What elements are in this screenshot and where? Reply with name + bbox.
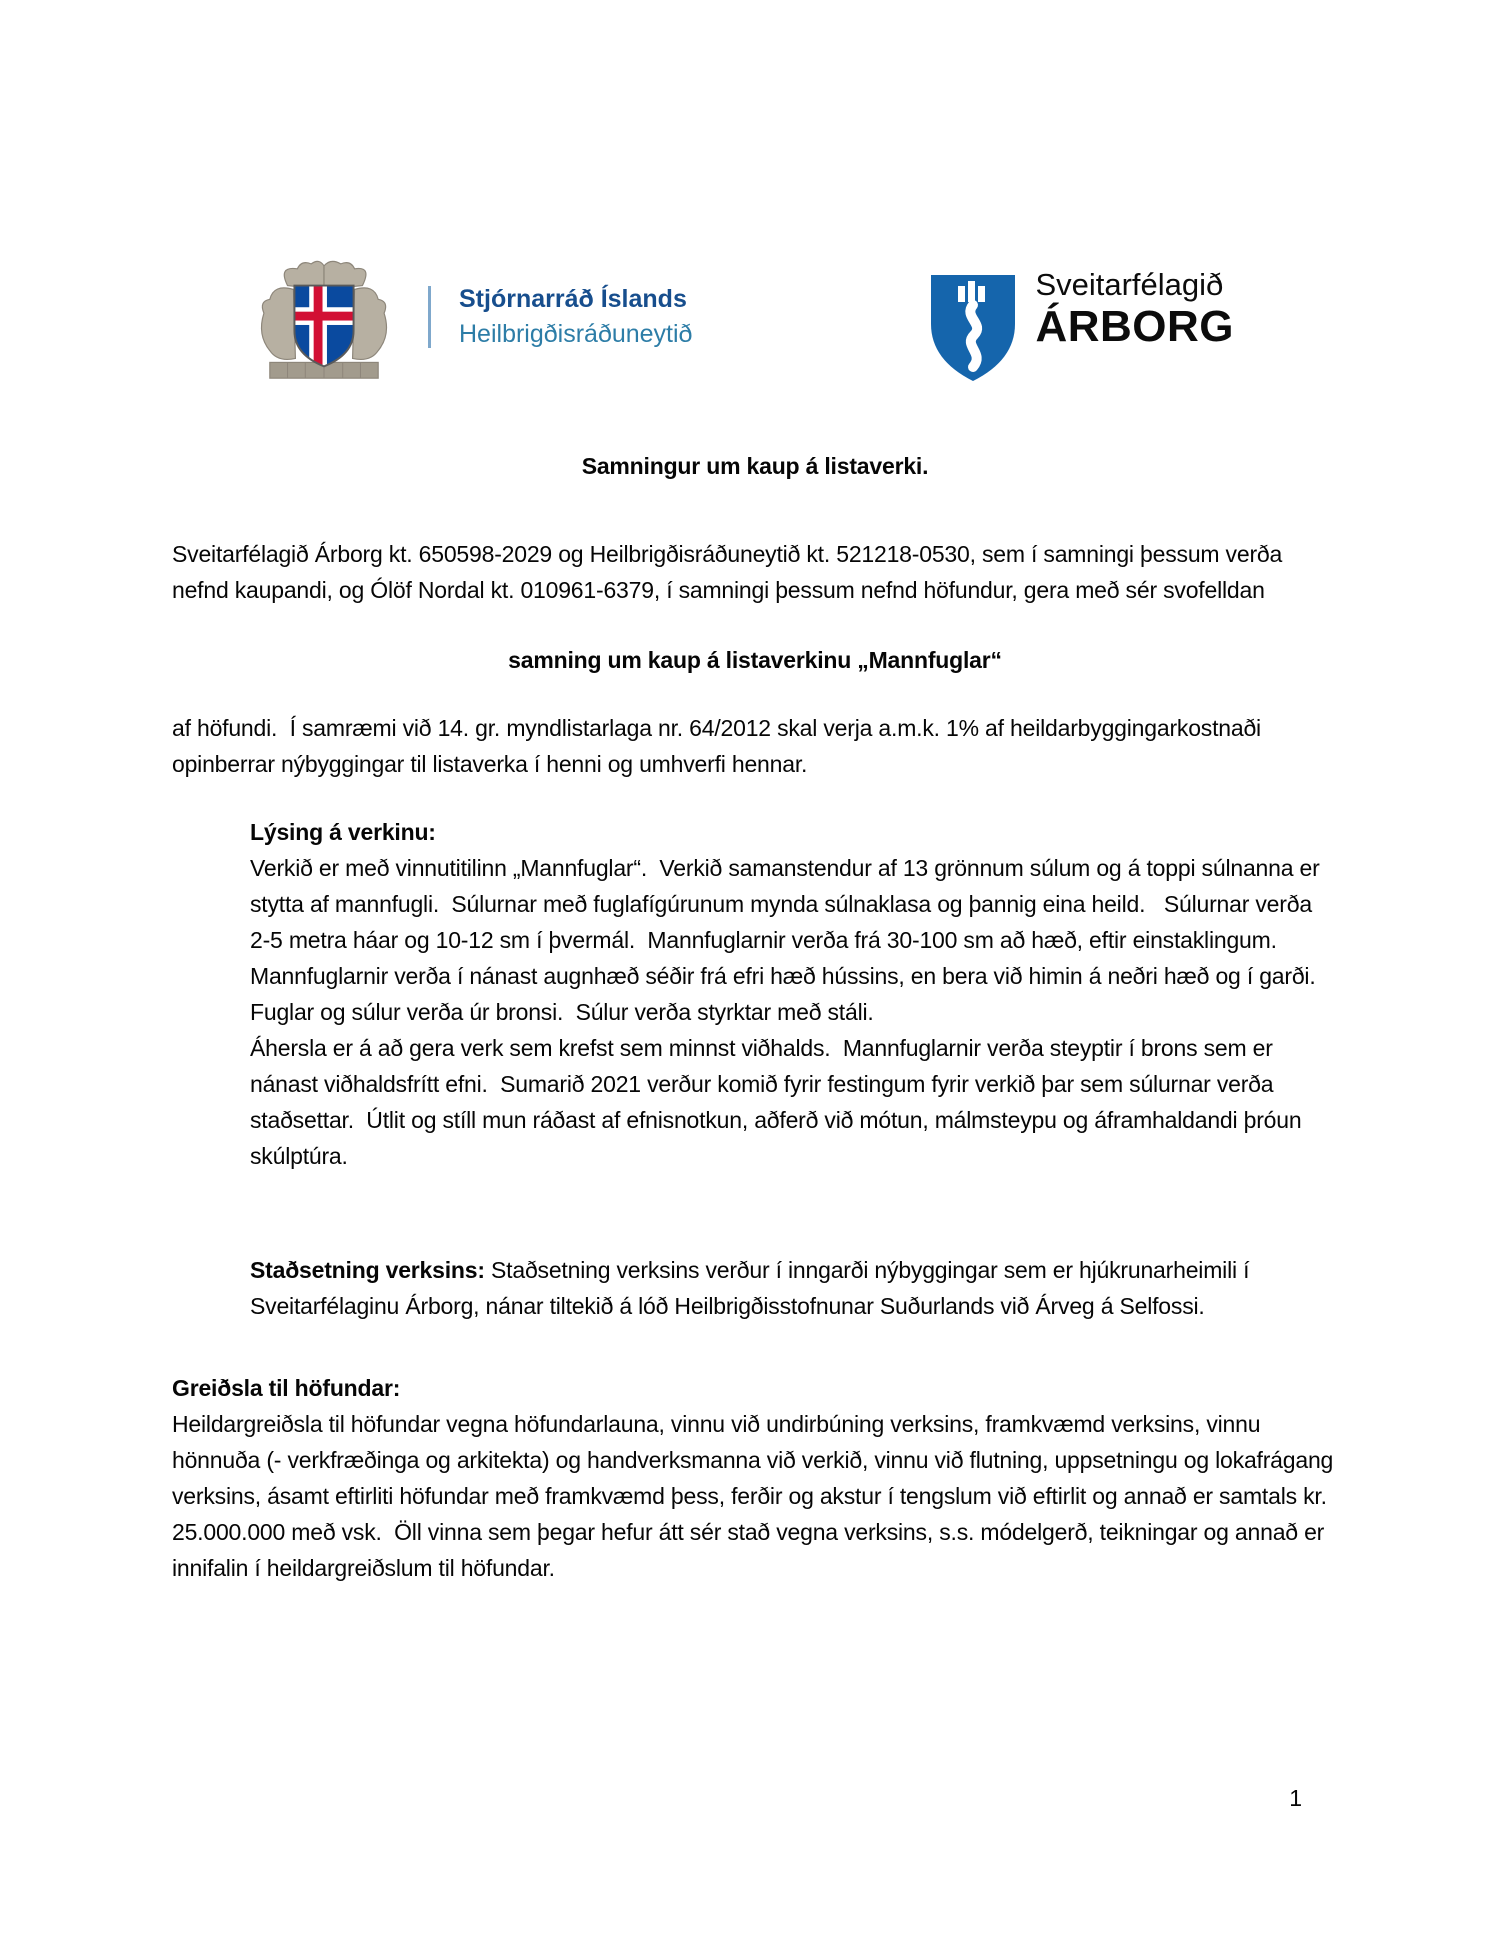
arborg-name-line1: Sveitarfélagið — [1035, 267, 1224, 302]
document-title: Samningur um kaup á listaverki. — [581, 453, 929, 479]
description-paragraph-2: Fuglar og súlur verða úr bronsi. Súlur verða styrktar með stáli. — [250, 999, 874, 1025]
location-section — [250, 1252, 1338, 1324]
description-heading: Lýsing á verkinu: — [250, 819, 436, 845]
description-paragraph-3: Áhersla er á að gera verk sem krefst sem minnst viðhalds. Mannfuglarnir verða steyptir í brons sem er nánast viðhaldsfrítt efni. Sumarið 2021 verður komið fyrir festingum fyrir verkið þar sem súlurnar verða staðsettar. Útlit og stíll mun ráðast af efnisnotkun, aðferð við mótun, málmsteypu og áframhaldandi þróun skúlptúra. — [250, 1035, 1308, 1169]
intro-paragraph: Sveitarfélagið Árborg kt. 650598-2029 og Heilbrigðisráðuneytið kt. 521218-0530, sem í samningi þessum verða nefnd kaupandi, og Ólöf Nordal kt. 010961-6379, í samningi þessum nefnd höfundur, gera með sér svofelldan — [172, 541, 1289, 603]
location-heading: Staðsetning verksins: — [250, 1257, 485, 1283]
location-text: Staðsetning verksins verður í inngarði nýbyggingar sem er hjúkrunarheimili í Sveitarfélaginu Árborg, nánar tiltekið á lóð Heilbrigðisstofnunar Suðurlands við Árveg á Selfossi. — [250, 1257, 1250, 1319]
government-logo — [250, 256, 692, 390]
payment-section — [172, 1370, 1338, 1586]
arborg-shield-icon — [927, 272, 1019, 384]
iceland-coat-of-arms-icon — [250, 256, 398, 390]
description-section — [250, 814, 1338, 1174]
page-number: 1 — [1289, 1785, 1302, 1811]
arborg-logo — [927, 256, 1234, 384]
arborg-name-line2: ÁRBORG — [1035, 302, 1234, 351]
ministry-org-name: Stjórnarráð Íslands — [459, 285, 687, 313]
ministry-wordmark — [459, 256, 692, 349]
document-subtitle: samning um kaup á listaverkinu „Mannfuglar“ — [508, 647, 1002, 673]
ministry-dept-name: Heilbrigðisráðuneytið — [459, 320, 693, 348]
arborg-wordmark — [1035, 256, 1234, 350]
logo-separator — [428, 286, 431, 348]
payment-paragraph: Heildargreiðsla til höfundar vegna höfundarlauna, vinnu við undirbúning verksins, framkvæmd verksins, vinnu hönnuða (- verkfræðinga og arkitekta) og handverksmanna við verkið, vinnu við flutning, uppsetningu og lokafrágang verksins, ásamt eftirliti höfundar með framkvæmd þess, ferðir og akstur í tengslum við eftirlit og annað er samtals kr. 25.000.000 með vsk. Öll vinna sem þegar hefur átt sér stað vegna verksins, s.s. módelgerð, teikningar og annað er innifalin í heildargreiðslum til höfundar. — [172, 1411, 1340, 1581]
location-paragraph — [250, 1252, 1338, 1324]
legal-paragraph: af höfundi. Í samræmi við 14. gr. myndlistarlaga nr. 64/2012 skal verja a.m.k. 1% af heildarbyggingarkostnaði opinberrar nýbyggingar til listaverka í henni og umhverfi hennar. — [172, 715, 1268, 777]
description-paragraph-1: Verkið er með vinnutitilinn „Mannfuglar“. Verkið samanstendur af 13 grönnum súlum og á toppi súlnanna er stytta af mannfugli. Súlurnar með fuglafígúrunum mynda súlnaklasa og þannig eina heild. Súlurnar verða 2-5 metra háar og 10-12 sm í þvermál. Mannfuglarnir verða frá 30-100 sm að hæð, eftir einstaklingum. Mannfuglarnir verða í nánast augnhæð séðir frá efri hæð hússins, en bera við himin á neðri hæð og í garði. — [250, 855, 1326, 989]
header-logos — [172, 0, 1338, 390]
payment-heading: Greiðsla til höfundar: — [172, 1375, 401, 1401]
